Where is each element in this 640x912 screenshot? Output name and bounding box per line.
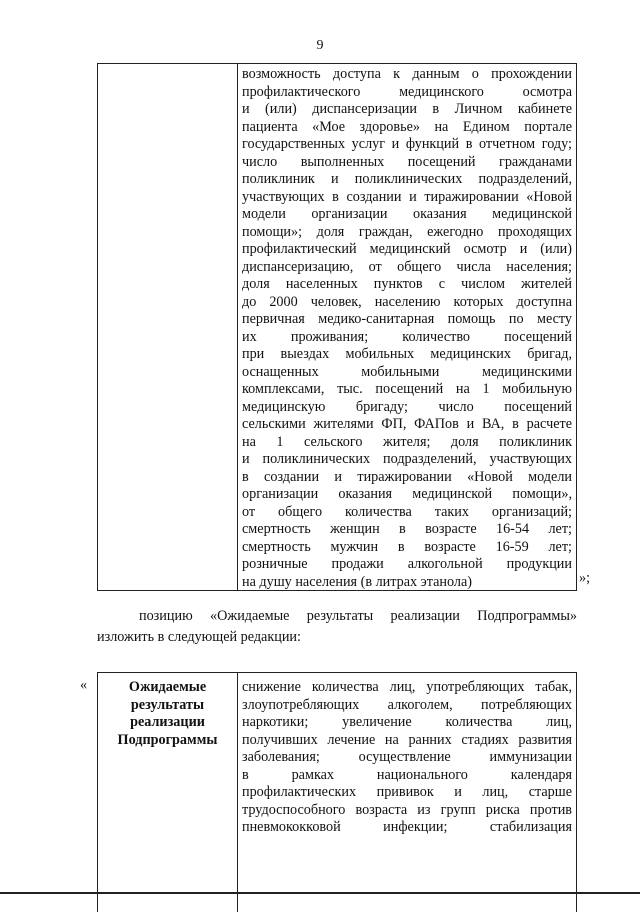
expected-results-table [97, 672, 577, 912]
table-line: злоупотребляющих алкоголем, потребляющих [242, 696, 572, 713]
table-line: на душу населения (в литрах этанола) [242, 573, 473, 590]
table-line: при выездах мобильных медицинских бригад, [242, 346, 572, 362]
table-line: сельскими жителями ФП, ФАПов и ВА, в расчете [242, 416, 572, 432]
expected-results-text [238, 673, 576, 912]
table-line: поликлиник и поликлинических подразделений, [242, 171, 572, 187]
heading-line: результаты [130, 696, 205, 713]
table-line: до 2000 человек, населению которых доступна [242, 293, 572, 310]
table-line: модели организации оказания медицинской [242, 206, 572, 222]
table-line: пациента «Мое здоровье» на Едином портале [242, 118, 572, 135]
instruction-paragraph [97, 606, 577, 648]
table-line: их проживания; количество посещений [242, 328, 572, 345]
table-line: получивших лечение на ранних стадиях развития [242, 731, 572, 748]
table-left-column [98, 64, 238, 590]
table-line: в рамках национального календаря [242, 766, 572, 783]
table-line: участвующих в создании и тиражировании «Новой [242, 188, 572, 205]
table-line: на 1 сельского жителя; доля поликлиник [242, 433, 572, 450]
table-line: профилактического медицинского осмотра [242, 83, 572, 100]
table-line: от общего количества таких организаций; [242, 503, 572, 520]
table-line: диспансеризацию, от общего числа населения; [242, 258, 572, 275]
heading-line: Подпрограммы [117, 731, 218, 748]
table-line: число выполненных посещений гражданами [242, 153, 572, 170]
table-line: профилактический медицинский осмотр и (или) [242, 241, 572, 257]
heading-line: реализации [130, 714, 205, 730]
table-line: трудоспособного возраста из групп риска против [242, 801, 572, 818]
opening-quote-mark: « [80, 677, 88, 693]
table-line: медицинскую бригаду; число посещений [242, 398, 572, 415]
table-line: смертность женщин в возрасте 16-54 лет; [242, 521, 572, 537]
closing-quote-mark: »; [579, 570, 591, 586]
table-line: оснащенных мобильными медицинскими [242, 363, 572, 380]
heading-line: Ожидаемые [128, 679, 207, 695]
table-line: розничные продажи алкогольной продукции [242, 556, 572, 572]
table-line: и поликлинических подразделений, участвующих [242, 451, 572, 467]
instruction-line-1: позицию «Ожидаемые результаты реализации Подпрограммы» [139, 608, 577, 624]
table-line: государственных услуг и функций в отчетном году; [242, 136, 572, 152]
table-line: пневмококковой инфекции; стабилизация [242, 819, 572, 835]
indicators-table [97, 63, 577, 591]
table-line: первичная медико-санитарная помощь по месту [242, 311, 572, 327]
table-line: в создании и тиражировании «Новой модели [242, 468, 572, 485]
table-line: заболевания; осуществление иммунизации [242, 749, 572, 765]
table-line: организации оказания медицинской помощи», [242, 486, 572, 502]
table-line: доля населенных пунктов с числом жителей [242, 276, 572, 292]
expected-results-heading [98, 673, 238, 912]
table-line: смертность мужчин в возрасте 16-59 лет; [242, 538, 572, 555]
table-line: и (или) диспансеризации в Личном кабинете [242, 101, 572, 117]
table-line: снижение количества лиц, употребляющих табак, [242, 679, 572, 695]
table-line: возможность доступа к данным о прохождении [242, 66, 572, 82]
bottom-rule [0, 892, 640, 894]
table-line: профилактических прививок и лиц, старше [242, 784, 572, 800]
instruction-line-2: изложить в следующей редакции: [97, 629, 301, 645]
table-line: комплексами, тыс. посещений на 1 мобильную [242, 381, 572, 397]
table-line: помощи»; доля граждан, ежегодно проходящих [242, 223, 572, 240]
table-right-column [238, 64, 576, 590]
page-number: 9 [316, 38, 324, 53]
table-line: наркотики; увеличение количества лиц, [242, 714, 572, 730]
